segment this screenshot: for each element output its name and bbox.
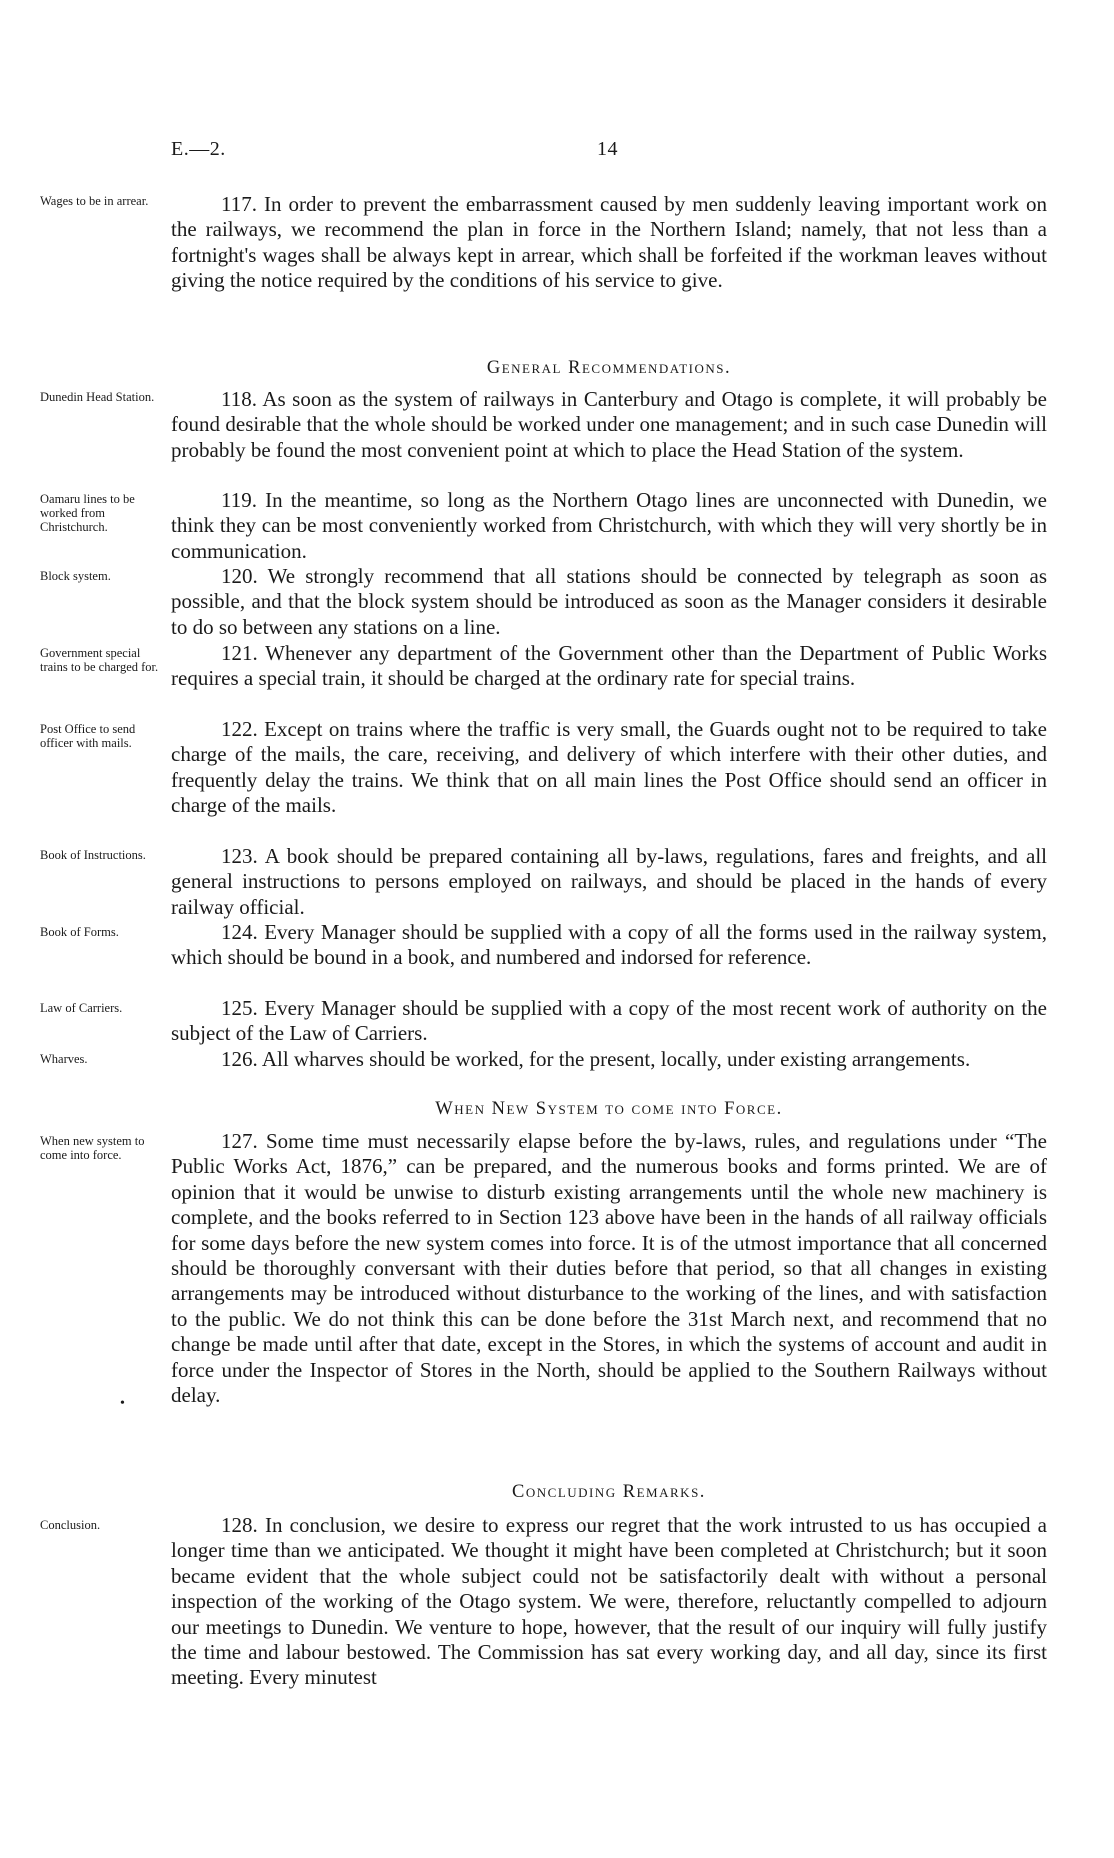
page-number: 14 <box>597 138 618 160</box>
margin-note-when-new-system: When new system to come into force. <box>40 1134 145 1162</box>
paragraph-119: 119. In the meantime, so long as the Northern Otago lines are unconnected with Dunedin, we think they can be most conveniently worked from Christchurch, with which they will very shortly be in communication. <box>171 488 1047 563</box>
paragraph-120: 120. We strongly recommend that all stations should be connected by telegraph as soon as possible, and that the block system should be introduced as soon as the Manager considers it desirable to do so between any stations on a line. <box>171 564 1047 639</box>
margin-note-dunedin-head-station: Dunedin Head Station. <box>40 390 155 404</box>
margin-note-oamaru-lines: Oamaru lines to be worked from Christchurch. <box>40 492 135 534</box>
margin-note-book-of-forms: Book of Forms. <box>40 925 119 939</box>
margin-note-block-system: Block system. <box>40 569 111 583</box>
stray-mark: • <box>120 1396 125 1411</box>
margin-note-wages: Wages to be in arrear. <box>40 194 149 208</box>
paragraph-123: 123. A book should be prepared containing all by-laws, regulations, fares and freights, and all general instructions to persons employed on railways, and should be placed in the hands of every railway official. <box>171 844 1047 919</box>
paragraph-122: 122. Except on trains where the traffic is very small, the Guards ought not to be required to take charge of the mails, the care, receiving, and delivery of which interfere with their other duties, and frequently delay the trains. We think that on all main lines the Post Office should send an officer in charge of the mails. <box>171 717 1047 818</box>
paragraph-117: 117. In order to prevent the embarrassment caused by men suddenly leaving important work on the railways, we recommend the plan in force in the Northern Island; namely, that not less than a fortnight's wages shall be always kept in arrear, which shall be forfeited if the workman leaves without giving the notice required by the conditions of his service to give. <box>171 192 1047 293</box>
page-reference: E.—2. <box>171 138 226 160</box>
margin-note-government-special-trains: Government special trains to be charged for. <box>40 646 159 674</box>
paragraph-125: 125. Every Manager should be supplied with a copy of the most recent work of authority on the subject of the Law of Carriers. <box>171 996 1047 1046</box>
margin-note-law-of-carriers: Law of Carriers. <box>40 1001 123 1015</box>
paragraph-121: 121. Whenever any department of the Government other than the Department of Public Works requires a special train, it should be charged at the ordinary rate for special trains. <box>171 641 1047 691</box>
heading-when-new-system: When New System to come into Force. <box>435 1099 783 1119</box>
margin-note-book-of-instructions: Book of Instructions. <box>40 848 146 862</box>
paragraph-124: 124. Every Manager should be supplied with a copy of all the forms used in the railway system, which should be bound in a book, and numbered and indorsed for reference. <box>171 920 1047 970</box>
margin-note-wharves: Wharves. <box>40 1052 88 1066</box>
paragraph-127: 127. Some time must necessarily elapse before the by-laws, rules, and regulations under “The Public Works Act, 1876,” can be prepared, and the numerous books and forms printed. We are of opinion that it would be unwise to disturb existing arrangements until the whole new machinery is complete, and the books referred to in Section 123 above have been in the hands of all railway officials for some days before the new system comes into force. It is of the utmost importance that all concerned should be thoroughly conversant with their duties before that period, so that all changes in existing arrangements may be introduced without disturbance to the working of the lines, and with satisfaction to the public. We do not think this can be done before the 31st March next, and recommend that no change be made until after that date, except in the Stores, in which the systems of account and audit in force under the Inspector of Stores in the North, should be applied to the Southern Railways without delay. <box>171 1129 1047 1408</box>
paragraph-118: 118. As soon as the system of railways in Canterbury and Otago is complete, it will probably be found desirable that the whole should be worked under one management; and in such case Dunedin will probably be found the most convenient point at which to place the Head Station of the system. <box>171 387 1047 462</box>
margin-note-conclusion: Conclusion. <box>40 1518 101 1532</box>
heading-concluding-remarks: Concluding Remarks. <box>512 1482 706 1502</box>
margin-note-post-office: Post Office to send officer with mails. <box>40 722 136 750</box>
heading-general-recommendations: General Recommendations. <box>486 358 732 378</box>
paragraph-128: 128. In conclusion, we desire to express our regret that the work intrusted to us has occupied a longer time than we anticipated. We thought it might have been completed at Christchurch; but it soon became evident that the whole subject could not be satisfactorily dealt with without a personal inspection of the working of the Otago system. We were, therefore, reluctantly compelled to adjourn our meetings to Dunedin. We venture to hope, however, that the result of our inquiry will fully justify the time and labour bestowed. The Commission has sat every working day, and all day, since its first meeting. Every minutest <box>171 1513 1047 1690</box>
paragraph-126: 126. All wharves should be worked, for the present, locally, under existing arrangements. <box>221 1047 971 1071</box>
